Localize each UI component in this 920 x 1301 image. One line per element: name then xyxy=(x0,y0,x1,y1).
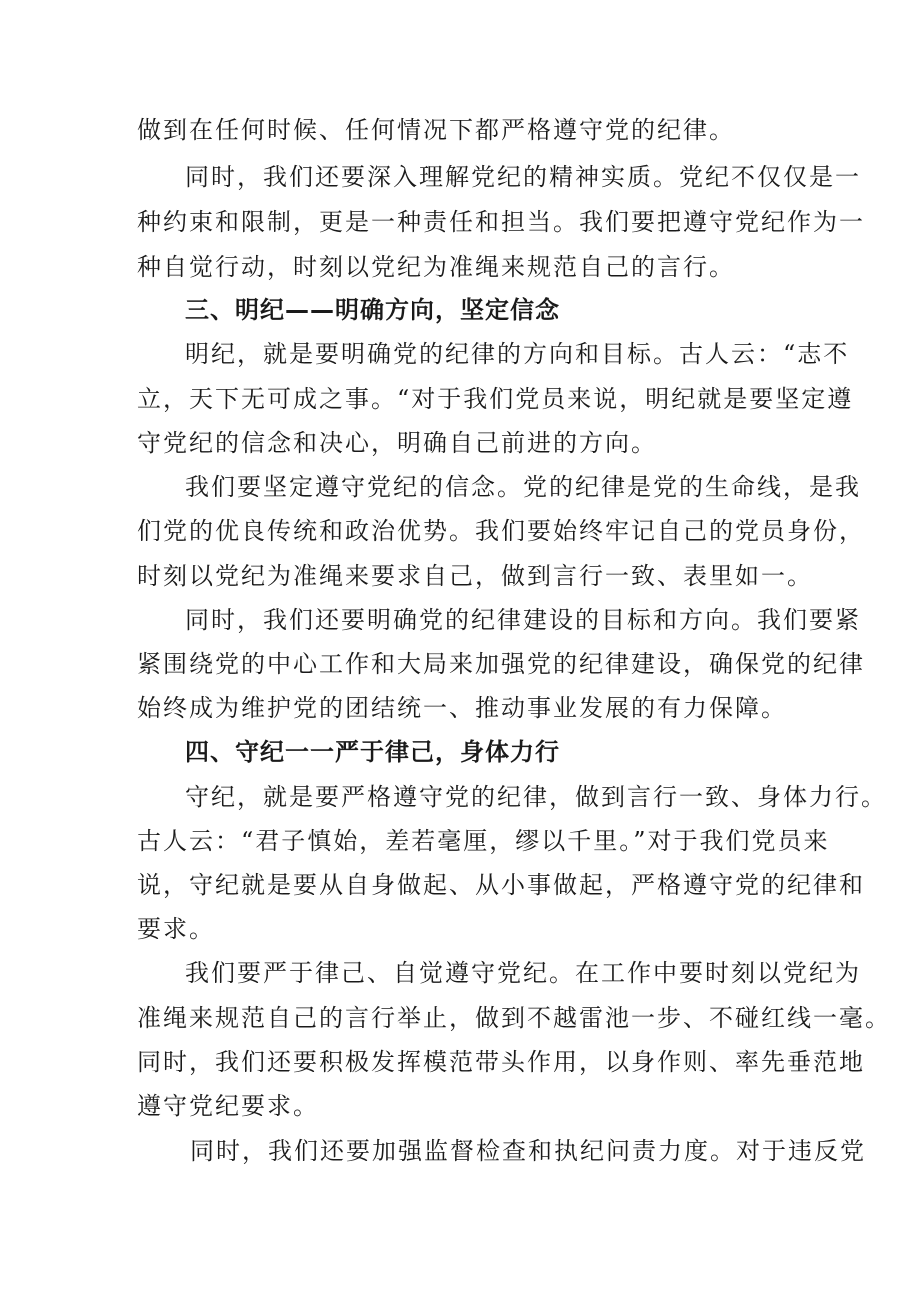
body-text-line: 准绳来规范自己的言行举止，做到不越雷池一步、不碰红线一毫。 xyxy=(137,1004,891,1032)
body-text-line: 明纪，就是要明确党的纪律的方向和目标。古人云：“志不 xyxy=(185,340,850,368)
body-text-line: 我们要严于律己、自觉遵守党纪。在工作中要时刻以党纪为 xyxy=(185,959,861,987)
body-text-line: 古人云：“君子慎始，差若毫厘，缪以千里。”对于我们党员来 xyxy=(137,827,830,855)
body-text-line: 我们要坚定遵守党纪的信念。党的纪律是党的生命线，是我 xyxy=(185,473,861,501)
body-text-line: 种自觉行动，时刻以党纪为准绳来规范自己的言行。 xyxy=(137,253,735,281)
body-text-line: 说，守纪就是要从自身做起、从小事做起，严格遵守党的纪律和 xyxy=(137,871,865,899)
body-text-line: 们党的优良传统和政治优势。我们要始终牢记自己的党员身份， xyxy=(137,517,865,545)
body-text-line: 做到在任何时候、任何情况下都严格遵守党的纪律。 xyxy=(137,116,735,144)
body-text-line: 种约束和限制，更是一种责任和担当。我们要把遵守党纪作为一 xyxy=(137,208,865,236)
body-text-line: 立，天下无可成之事。“对于我们党员来说，明纪就是要坚定遵 xyxy=(137,385,854,413)
body-text-line: 守党纪的信念和决心，明确自己前进的方向。 xyxy=(137,429,657,457)
body-text-line: 同时，我们还要明确党的纪律建设的目标和方向。我们要紧 xyxy=(185,606,861,634)
body-text-line: 始终成为维护党的团结统一、推动事业发展的有力保障。 xyxy=(137,694,787,722)
body-text-line: 守纪，就是要严格遵守党的纪律，做到言行一致、身体力行。 xyxy=(185,783,887,811)
body-text-line: 时刻以党纪为准绳来要求自己，做到言行一致、表里如一。 xyxy=(137,562,813,590)
body-text-line: 同时，我们还要积极发挥模范带头作用，以身作则、率先垂范地 xyxy=(137,1048,865,1076)
section-heading: 四、守纪一一严于律己，身体力行 xyxy=(185,738,560,766)
body-text-line: 紧围绕党的中心工作和大局来加强党的纪律建设，确保党的纪律 xyxy=(137,650,865,678)
body-text-line: 遵守党纪要求。 xyxy=(137,1092,319,1120)
body-text-line: 同时，我们还要深入理解党纪的精神实质。党纪不仅仅是一 xyxy=(185,163,861,191)
section-heading: 三、明纪——明确方向，坚定信念 xyxy=(185,296,560,324)
body-text-line: 要求。 xyxy=(137,915,215,943)
body-text-line: 同时，我们还要加强监督检查和执纪问责力度。对于违反党 xyxy=(190,1137,866,1165)
